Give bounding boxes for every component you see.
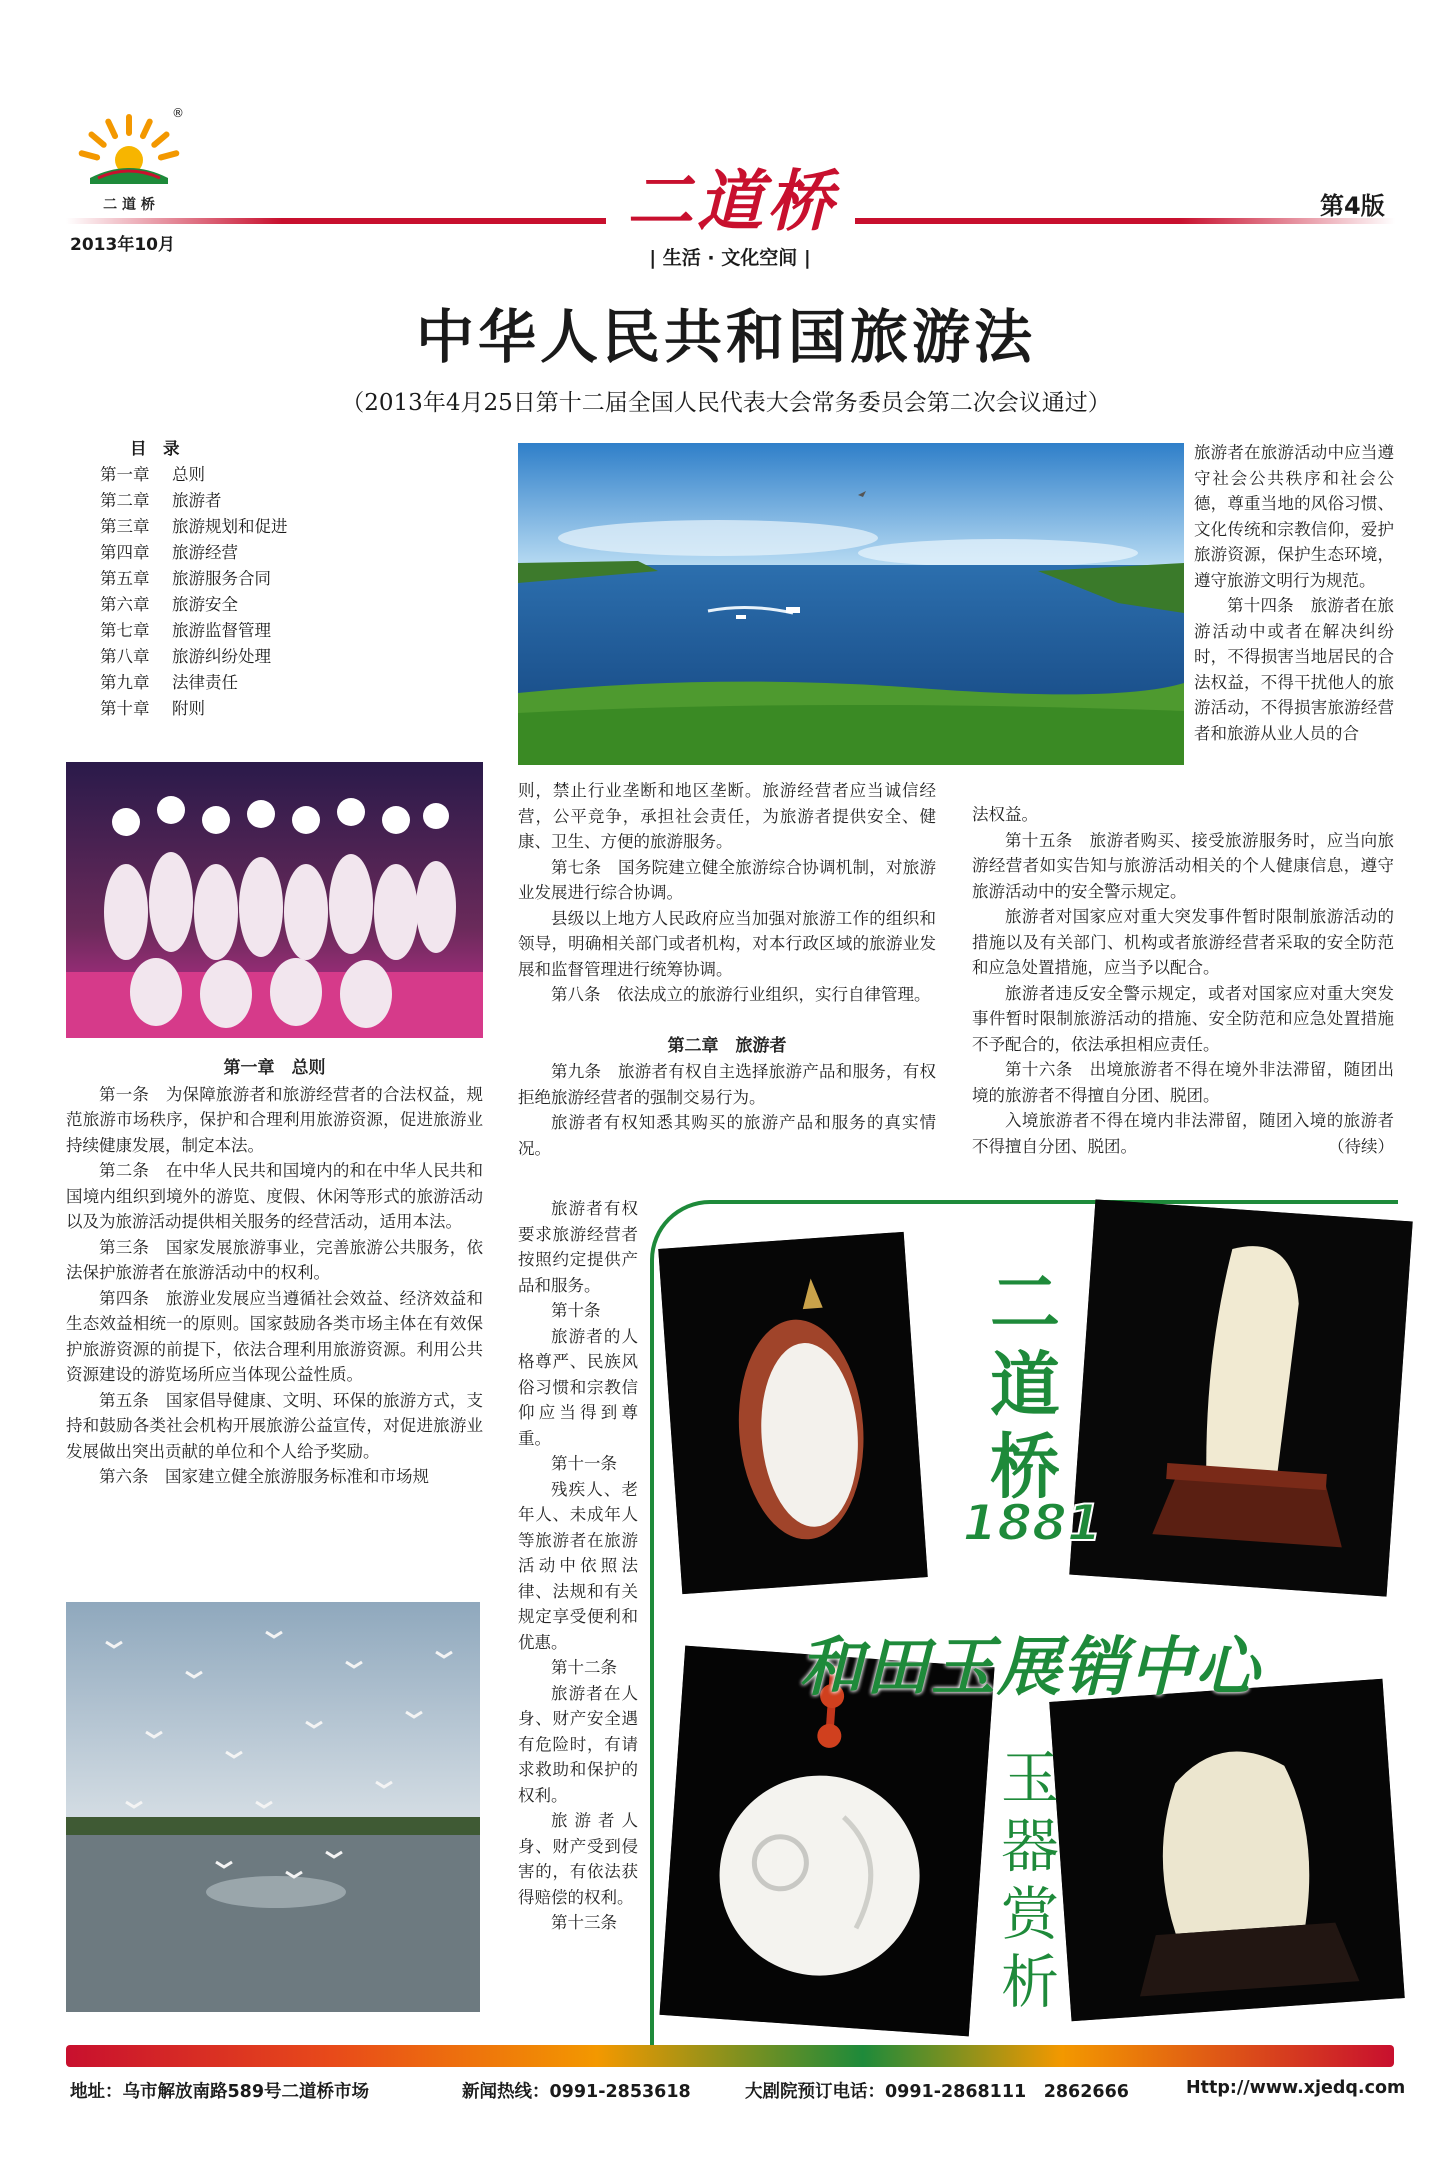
article-paragraph: 法权益。: [972, 805, 1038, 824]
article-paragraph: 旅游者违反安全警示规定，或者对国家应对重大突发事件暂时限制旅游活动的措施、安全防范和应急处置措施不予配合的，依法承担相应责任。: [972, 983, 1394, 1054]
jade-photo-carving: [1069, 1199, 1412, 1596]
registered-mark: ®: [172, 106, 184, 120]
article-paragraph: 第三条 国家发展旅游事业，完善旅游公共服务，依法保护旅游者在旅游活动中的权利。: [66, 1237, 483, 1282]
article-paragraph: 第十条: [551, 1301, 601, 1320]
masthead-title: 二道桥: [627, 162, 837, 240]
article-paragraph: 入境旅游者不得在境内非法滞留，随团入境的旅游者不得擅自分团、脱团。: [972, 1111, 1394, 1156]
issue-date: 2013年10月: [70, 235, 175, 255]
column-3-wide-text: [972, 802, 1394, 1160]
article-paragraph: 第六条 国家建立健全旅游服务标准和市场规: [99, 1467, 429, 1486]
article-paragraph: 第四条 旅游业发展应当遵循社会效益、经济效益和生态效益相统一的原则。国家鼓励各类市场主体在有效保护旅游资源的前提下，依法合理利用旅游资源。利用公共资源建设的游览场所应当体现公益性质。: [66, 1288, 483, 1384]
toc-item: 第六章 旅游安全: [100, 595, 238, 614]
ad-appreciation-vertical: 玉 器 赏 析: [1000, 1744, 1059, 2016]
toc-item: 第二章 旅游者: [100, 491, 222, 510]
lake-photo: [518, 443, 1184, 765]
article-paragraph: 旅游者有权知悉其购买的旅游产品和服务的真实情况。: [518, 1113, 936, 1158]
article-paragraph: 第十四条 旅游者在旅游活动中或者在解决纠纷时，不得损害当地居民的合法权益，不得干扰他人的旅游活动，不得损害旅游经营者和旅游从业人员的合: [1194, 596, 1394, 743]
header-rule-left: [66, 218, 606, 224]
article-paragraph: 第一条 为保障旅游者和旅游经营者的合法权益，规范旅游市场秩序，保护和合理利用旅游资源，促进旅游业持续健康发展，制定本法。: [66, 1084, 483, 1155]
article-paragraph: 旅游者对国家应对重大突发事件暂时限制旅游活动的措施以及有关部门、机构或者旅游经营者采取的安全防范和应急处置措施，应当予以配合。: [972, 907, 1394, 977]
toc-title: 目 录: [130, 439, 180, 458]
toc-item: 第九章 法律责任: [100, 673, 238, 692]
toc-item: 第七章 旅游监督管理: [100, 621, 271, 640]
dancers-photo: [66, 762, 483, 1038]
logo-sun-icon: [70, 108, 188, 188]
article-paragraph: 第十五条 旅游者购买、接受旅游服务时，应当向旅游经营者如实告知与旅游活动相关的个人健康信息，遵守旅游活动中的安全警示规定。: [972, 830, 1394, 901]
jade-photo-pendant: [658, 1232, 928, 1594]
article-title: 中华人民共和国旅游法: [415, 303, 1036, 371]
article-subtitle: （2013年4月25日第十二届全国人民代表大会常务委员会第二次会议通过）: [341, 390, 1111, 416]
chapter-2-heading: 第二章 旅游者: [667, 1035, 787, 1056]
article-paragraph: 则，禁止行业垄断和地区垄断。旅游经营者应当诚信经营，公平竞争，承担社会责任，为旅游者提供安全、健康、卫生、方便的旅游服务。: [518, 781, 936, 851]
column-2-top-text: [518, 778, 936, 1161]
article-paragraph: 旅游者在人身、财产安全遇有危险时，有请求救助和保护的权利。: [518, 1683, 638, 1805]
header-rule-right: [855, 218, 1395, 224]
toc-item: 第四章 旅游经营: [100, 543, 238, 562]
toc-item: 第五章 旅游服务合同: [100, 569, 271, 588]
footer-url[interactable]: Http://www.xjedq.com: [1186, 2078, 1406, 2098]
article-paragraph: 旅游者有权要求旅游经营者按照约定提供产品和服务。: [518, 1199, 638, 1295]
ad-brand-vertical: 二 道 桥: [990, 1262, 1060, 1508]
article-paragraph: 旅游者在旅游活动中应当遵守社会公共秩序和社会公德，尊重当地的风俗习惯、文化传统和宗教信仰，爱护旅游资源，保护生态环境，遵守旅游文明行为规范。: [1194, 443, 1394, 590]
toc-item: 第三章 旅游规划和促进: [100, 517, 288, 536]
section-label: | 生活 · 文化空间 |: [649, 247, 811, 269]
article-paragraph: 第五条 国家倡导健康、文明、环保的旅游方式，支持和鼓励各类社会机构开展旅游公益宣传，对促进旅游业发展做出突出贡献的单位和个人给予奖励。: [66, 1390, 483, 1461]
article-paragraph: 旅游者的人格尊严、民族风俗习惯和宗教信仰应当得到尊重。: [518, 1326, 638, 1448]
article-paragraph: 第十六条 出境旅游者不得在境外非法滞留，随团出境的旅游者不得擅自分团、脱团。: [972, 1060, 1394, 1105]
continued-note: （待续）: [1328, 1137, 1394, 1156]
column-3-narrow-text: [1194, 440, 1394, 746]
article-paragraph: 旅游者人身、财产受到侵害的，有依法获得赔偿的权利。: [518, 1811, 638, 1907]
article-paragraph: 残疾人、老年人、未成年人等旅游者在旅游活动中依照法律、法规和有关规定享受便利和优惠。: [518, 1479, 638, 1652]
toc-item: 第一章 总则: [100, 465, 205, 484]
footer-booking: 大剧院预订电话：0991-2868111 2862666: [745, 2082, 1129, 2102]
column-2-narrow-text: [518, 1196, 638, 1936]
toc-item: 第八章 旅游纠纷处理: [100, 647, 271, 666]
table-of-contents: [100, 436, 400, 722]
footer-color-band: [66, 2045, 1394, 2067]
edition-label: 第4版: [1320, 192, 1385, 220]
article-paragraph: 第七条 国务院建立健全旅游综合协调机制，对旅游业发展进行综合协调。: [518, 857, 936, 902]
seagulls-photo: [66, 1602, 480, 2012]
article-paragraph: 第二条 在中华人民共和国境内的和在中华人民共和国境内组织到境外的游览、度假、休闲等形式的旅游活动以及为旅游活动提供相关服务的经营活动，适用本法。: [66, 1161, 483, 1231]
article-paragraph: 第九条 旅游者有权自主选择旅游产品和服务，有权拒绝旅游经营者的强制交易行为。: [518, 1062, 936, 1107]
jade-photo-mountain: [1049, 1679, 1405, 2022]
ad-center-name: 和田玉展销中心: [799, 1631, 1261, 1705]
logo: [70, 108, 188, 213]
article-paragraph: 第十一条: [551, 1454, 617, 1473]
ad-number: 1881: [962, 1494, 1102, 1552]
article-paragraph: 第十二条: [551, 1658, 617, 1677]
column-1-text: [66, 1056, 483, 1490]
article-paragraph: 第十三条: [551, 1913, 617, 1932]
article-paragraph: 县级以上地方人民政府应当加强对旅游工作的组织和领导，明确相关部门或者机构，对本行政区域的旅游业发展和监督管理进行统筹协调。: [518, 908, 936, 979]
footer-hotline: 新闻热线：0991-2853618: [462, 2082, 691, 2102]
toc-item: 第十章 附则: [100, 699, 205, 718]
logo-text: 二 道 桥: [103, 197, 155, 213]
chapter-1-heading: 第一章 总则: [223, 1058, 326, 1078]
article-paragraph: 第八条 依法成立的旅游行业组织，实行自律管理。: [551, 985, 931, 1004]
footer-address: 地址：乌市解放南路589号二道桥市场: [70, 2082, 370, 2102]
